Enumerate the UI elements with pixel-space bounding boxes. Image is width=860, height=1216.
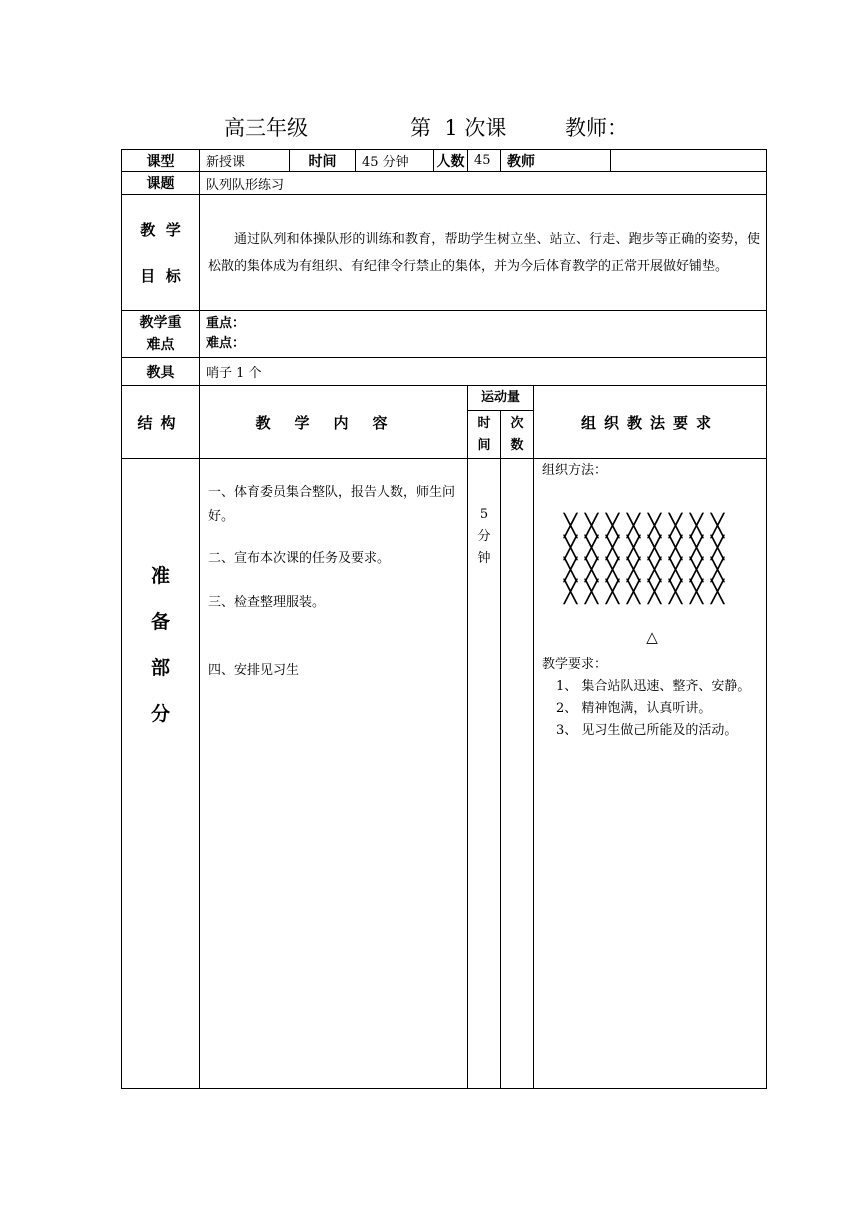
time-label: 时间 — [290, 150, 356, 172]
info-row — [122, 150, 767, 172]
preparation-section-row — [122, 459, 767, 1089]
goal-label — [122, 195, 200, 311]
student-cross-icon: ╳ — [626, 580, 641, 605]
student-cross-icon: ╳ — [710, 580, 725, 605]
section-label-char: 准 — [150, 565, 170, 587]
org-method-label: 组织方法： — [542, 463, 608, 478]
formation-row — [560, 516, 762, 538]
key-points-label — [122, 311, 200, 358]
student-cross-icon: ╳ — [626, 514, 641, 539]
equipment-label: 教具 — [122, 358, 200, 386]
section-label-char: 分 — [150, 703, 170, 725]
content-item: 一、体育委员集合整队，报告人数，师生问好。 — [208, 485, 456, 524]
student-cross-icon: ╳ — [689, 536, 704, 561]
teacher-value — [611, 150, 767, 172]
time-value: 45 分钟 — [356, 150, 434, 172]
student-cross-icon: ╳ — [668, 558, 683, 583]
people-value: 45 — [468, 150, 501, 172]
student-cross-icon: ╳ — [689, 558, 704, 583]
student-cross-icon: ╳ — [584, 514, 599, 539]
grade-title: 高三年级 — [224, 116, 308, 140]
student-cross-icon: ╳ — [605, 558, 620, 583]
topic-row — [122, 172, 767, 195]
key-points-content — [200, 311, 767, 358]
topic-label: 课题 — [122, 172, 200, 195]
student-cross-icon: ╳ — [584, 580, 599, 605]
goal-row — [122, 195, 767, 311]
content-header: 教学内容 — [200, 386, 468, 459]
people-label: 人数 — [434, 150, 468, 172]
document-title — [0, 112, 860, 144]
time-char: 钟 — [477, 551, 491, 566]
load-header: 运动量 — [468, 386, 534, 411]
student-cross-icon: ╳ — [563, 558, 578, 583]
goal-label-line-2: 目 标 — [140, 266, 181, 285]
formation-row — [560, 538, 762, 560]
section-label-char: 部 — [150, 657, 170, 679]
organization-header: 组织教法要求 — [534, 386, 767, 459]
equipment-row — [122, 358, 767, 386]
table-header-row-1 — [122, 386, 767, 411]
equipment-value: 哨子 1 个 — [200, 358, 767, 386]
key-points-label-line-2: 难点 — [146, 337, 175, 353]
student-cross-icon: ╳ — [584, 536, 599, 561]
key-points-row — [122, 311, 767, 358]
time-subheader-line-2: 间 — [477, 437, 491, 453]
student-cross-icon: ╳ — [647, 536, 662, 561]
count-subheader-line-2: 数 — [510, 437, 524, 453]
student-cross-icon: ╳ — [647, 558, 662, 583]
lesson-plan-table — [121, 149, 767, 1089]
student-cross-icon: ╳ — [668, 536, 683, 561]
teacher-label: 教师 — [501, 150, 611, 172]
requirement-item: 2、 精神饱满，认真听讲。 — [556, 701, 712, 716]
student-cross-icon: ╳ — [605, 580, 620, 605]
section-count — [501, 459, 534, 1089]
content-item: 二、宣布本次课的任务及要求。 — [208, 551, 391, 566]
requirement-item: 3、 见习生做己所能及的活动。 — [556, 723, 738, 738]
lesson-number-title: 第 1 次课 — [410, 116, 507, 140]
requirements-label: 教学要求： — [542, 657, 608, 672]
section-label — [122, 459, 200, 1089]
student-cross-icon: ╳ — [605, 514, 620, 539]
time-char: 5 — [479, 507, 489, 522]
key-points-label-line-1: 教学重 — [139, 315, 182, 331]
student-cross-icon: ╳ — [647, 514, 662, 539]
student-cross-icon: ╳ — [710, 558, 725, 583]
student-cross-icon: ╳ — [689, 580, 704, 605]
requirements-list — [542, 676, 762, 742]
count-subheader — [501, 411, 534, 459]
student-cross-icon: ╳ — [668, 580, 683, 605]
student-cross-icon: ╳ — [668, 514, 683, 539]
student-formation — [560, 516, 762, 604]
content-item: 四、安排见习生 — [208, 663, 300, 678]
teacher-title: 教师： — [565, 116, 628, 140]
student-cross-icon: ╳ — [584, 558, 599, 583]
student-cross-icon: ╳ — [710, 514, 725, 539]
student-cross-icon: ╳ — [647, 580, 662, 605]
student-cross-icon: ╳ — [563, 580, 578, 605]
student-cross-icon: ╳ — [626, 558, 641, 583]
time-char: 分 — [477, 529, 491, 544]
section-content — [200, 459, 468, 1089]
count-subheader-line-1: 次 — [510, 415, 524, 431]
time-subheader-line-1: 时 — [477, 415, 491, 431]
student-cross-icon: ╳ — [563, 514, 578, 539]
content-item: 三、检查整理服装。 — [208, 595, 326, 610]
student-cross-icon: ╳ — [605, 536, 620, 561]
section-organization — [534, 459, 767, 1089]
requirement-item: 1、 集合站队迅速、整齐、安静。 — [556, 679, 751, 694]
teacher-position-mark: △ — [646, 628, 658, 646]
goal-text: 通过队列和体操队形的训练和教育，帮助学生树立坐、站立、行走、跑步等正确的姿势，使松散的集体成为有组织、有纪律令行禁止的集体，并为今后体育教学的正常开展做好铺垫。 — [200, 195, 767, 311]
student-cross-icon: ╳ — [689, 514, 704, 539]
goal-label-line-1: 教 学 — [140, 220, 181, 239]
type-value: 新授课 — [200, 150, 290, 172]
topic-value: 队列队形练习 — [200, 172, 767, 195]
structure-header: 结构 — [122, 386, 200, 459]
section-label-char: 备 — [150, 611, 170, 633]
formation-row — [560, 560, 762, 582]
student-cross-icon: ╳ — [710, 536, 725, 561]
section-time — [468, 459, 501, 1089]
difficult-point: 难点： — [206, 336, 246, 351]
formation-row — [560, 582, 762, 604]
key-point: 重点： — [206, 316, 246, 331]
student-cross-icon: ╳ — [626, 536, 641, 561]
type-label: 课型 — [122, 150, 200, 172]
student-cross-icon: ╳ — [563, 536, 578, 561]
time-subheader — [468, 411, 501, 459]
